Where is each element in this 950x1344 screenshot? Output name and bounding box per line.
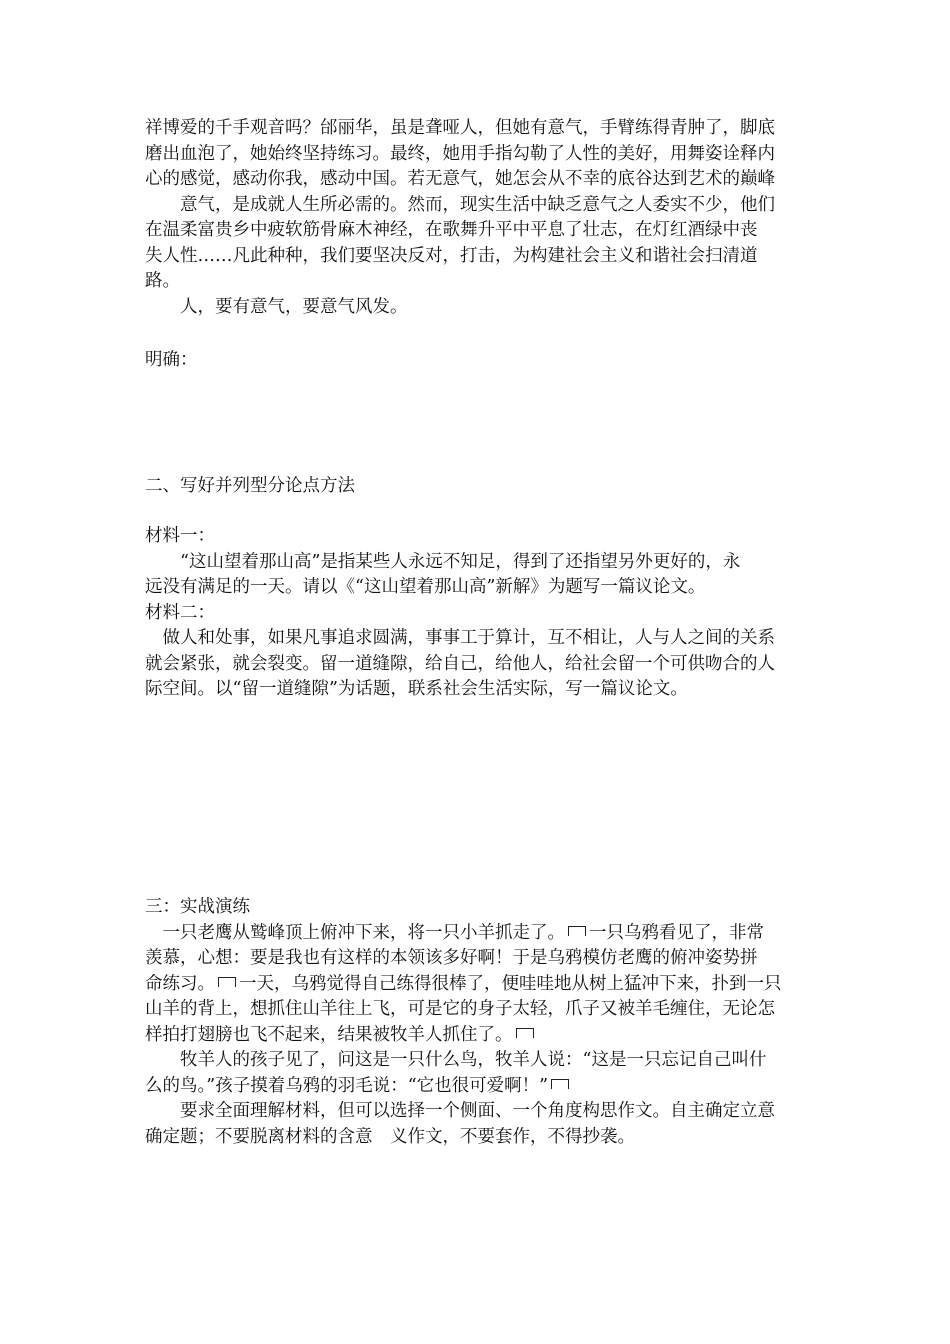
text-line: 要求全面理解材料，但可以选择一个侧面、一个角度构思作文。自主确定立意 [145, 1101, 775, 1121]
text-line: 心的感觉，感动你我，感动中国。若无意气，她怎会从不幸的底谷达到艺术的巅峰 [145, 169, 775, 189]
text-line [145, 1074, 810, 1100]
text-span: 命练习。 [145, 973, 215, 994]
text-line: 羡慕，心想：要是我也有这样的本领该多好啊！于是乌鸦模仿老鹰的俯冲姿势拼 [145, 948, 758, 968]
text-span: 一天，乌鸦觉得自己练得很棒了，便哇哇地从树上猛冲下来，扑到一只 [239, 973, 782, 994]
section-three-heading: 三：实战演练 [145, 897, 250, 917]
text-line: 祥博爱的千手观音吗？邰丽华，虽是聋哑人，但她有意气，手臂练得青肿了，脚底 [145, 118, 775, 138]
text-line: 山羊的背上，想抓住山羊往上飞，可是它的身子太轻，爪子又被羊毛缠住，无论怎 [145, 999, 775, 1019]
materials-block [145, 524, 810, 703]
text-span: 么的鸟。”孩子摸着乌鸦的羽毛说：“它也很可爱啊！” [145, 1075, 549, 1096]
paragraph-mark-icon [568, 926, 586, 936]
mingque-text: 明确： [145, 350, 198, 370]
text-line: 路。 [145, 271, 180, 291]
mingque-label [145, 348, 810, 374]
essay-excerpt [145, 116, 810, 320]
text-line: 失人性……凡此种种，我们要坚决反对，打击，为构建社会主义和谐社会扫清道 [145, 245, 758, 266]
text-line: 在温柔富贵乡中疲软筋骨麻木神经，在歌舞升平中平息了壮志，在灯红酒绿中丧 [145, 220, 758, 240]
text-line: 做人和处事，如果凡事追求圆满，事事工于算计，互不相让，人与人之间的关系 [145, 628, 775, 648]
material2-label: 材料二： [145, 602, 215, 623]
text-span: 样拍打翅膀也飞不起来，结果被牧羊人抓住了。 [145, 1024, 513, 1045]
text-line: 磨出血泡了，她始终坚持练习。最终，她用手指勾勒了人性的美好，用舞姿诠释内 [145, 143, 775, 164]
text-line: 远没有满足的一天。请以《“这山望着那山高”新解》为题写一篇议论文。 [145, 577, 706, 597]
paragraph-mark-icon [551, 1079, 569, 1089]
text-span: 一只乌鸦看见了，非常 [589, 922, 764, 943]
heading-text: 二、写好并列型分论点方法 [145, 476, 355, 496]
section-three [145, 895, 810, 1150]
text-line [145, 972, 810, 998]
text-line: 牧羊人的孩子见了，问这是一只什么鸟，牧羊人说：“这是一只忘记自己叫什 [145, 1050, 767, 1070]
text-line [145, 921, 810, 947]
text-line: 就会紧张，就会裂变。留一道缝隙，给自己，给他人，给社会留一个可供吻合的人 [145, 653, 775, 674]
material1-label: 材料一： [145, 526, 215, 546]
text-line: “这山望着那山高”是指某些人永远不知足，得到了还指望另外更好的，永 [145, 551, 741, 572]
paragraph-mark-icon [516, 1028, 534, 1038]
text-line: 人，要有意气，要意气风发。 [145, 296, 408, 317]
paragraph-mark-icon [218, 977, 236, 987]
text-line [145, 1023, 810, 1049]
text-line: 际空间。以“留一道缝隙”为话题，联系社会生活实际，写一篇议论文。 [145, 679, 688, 699]
text-span: 一只老鹰从鹫峰顶上俯冲下来，将一只小羊抓走了。 [145, 922, 565, 943]
section-two-heading [145, 474, 810, 500]
text-line: 确定题；不要脱离材料的含意 义作文，不要套作，不得抄袭。 [145, 1126, 635, 1147]
text-line: 意气，是成就人生所必需的。然而，现实生活中缺乏意气之人委实不少，他们 [145, 194, 775, 215]
